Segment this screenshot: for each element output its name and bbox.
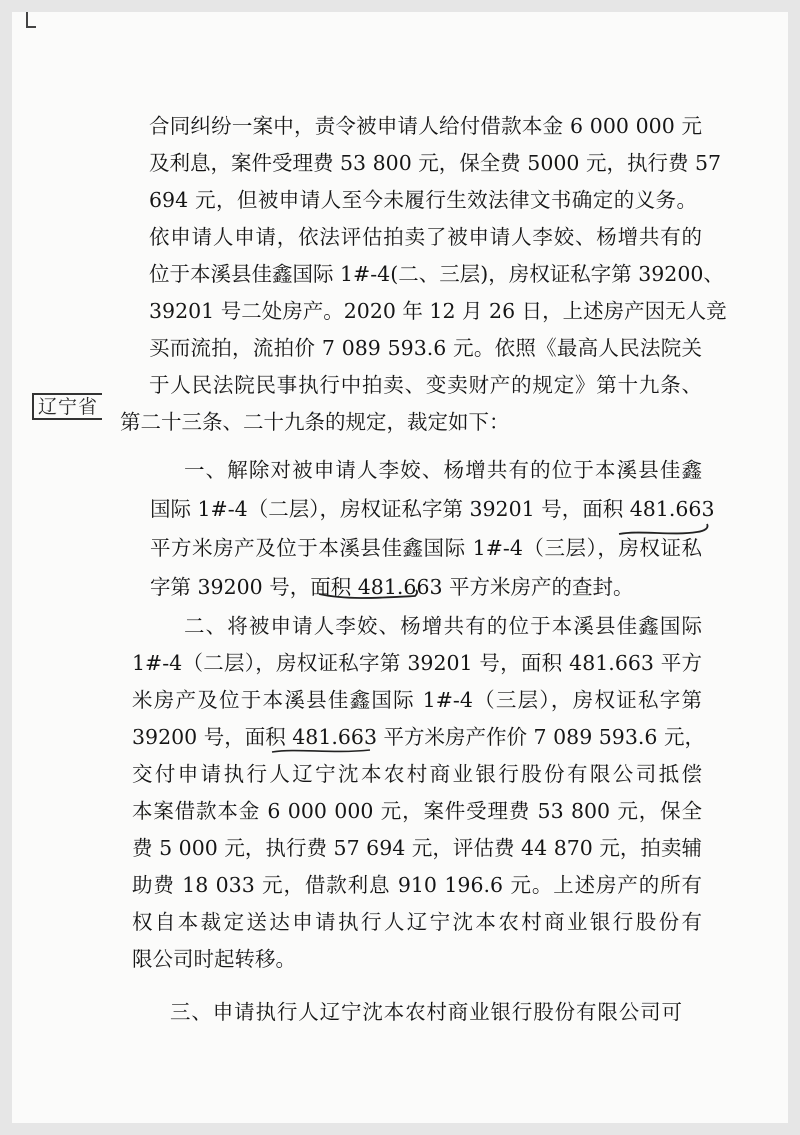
text-line: 合同纠纷一案中，责令被申请人给付借款本金 6 000 000 元 xyxy=(149,114,702,138)
text-line: 1#-4（二层），房权证私字第 39201 号，面积 481.663 平方 xyxy=(132,651,702,675)
text-line: 权自本裁定送达申请执行人辽宁沈本农村商业银行股份有 xyxy=(132,910,702,934)
text-line: 694 元，但被申请人至今未履行生效法律文书确定的义务。 xyxy=(149,188,697,212)
text-line: 及利息，案件受理费 53 800 元，保全费 5000 元，执行费 57 xyxy=(149,151,722,175)
text-line: 字第 39200 号，面积 481.663 平方米房产的查封。 xyxy=(150,575,634,599)
text-line: 依申请人申请，依法评估拍卖了被申请人李姣、杨增共有的 xyxy=(149,225,702,249)
text-line: 三、申请执行人辽宁沈本农村商业银行股份有限公司可 xyxy=(170,1000,682,1024)
stamp-fragment xyxy=(32,393,102,420)
text-line: 本案借款本金 6 000 000 元，案件受理费 53 800 元，保全 xyxy=(132,799,702,823)
text-line: 国际 1#-4（二层），房权证私字第 39201 号，面积 481.663 xyxy=(150,497,715,521)
text-line: 一、解除对被申请人李姣、杨增共有的位于本溪县佳鑫 xyxy=(184,458,702,482)
text-line: 助费 18 033 元，借款利息 910 196.6 元。上述房产的所有 xyxy=(132,873,702,897)
text-line: 交付申请执行人辽宁沈本农村商业银行股份有限公司抵偿 xyxy=(132,762,702,786)
text-line: 二、将被申请人李姣、杨增共有的位于本溪县佳鑫国际 xyxy=(184,614,702,638)
text-line: 费 5 000 元，执行费 57 694 元，评估费 44 870 元，拍卖辅 xyxy=(132,836,702,860)
text-line: 买而流拍，流拍价 7 089 593.6 元。依照《最高人民法院关 xyxy=(149,336,702,360)
text-line: 米房产及位于本溪县佳鑫国际 1#-4（三层），房权证私字第 xyxy=(132,688,702,712)
text-line: 平方米房产及位于本溪县佳鑫国际 1#-4（三层），房权证私 xyxy=(150,536,702,560)
scan-corner-mark xyxy=(26,12,36,28)
text-line: 第二十三条、二十九条的规定，裁定如下： xyxy=(120,410,510,434)
text-line: 39201 号二处房产。2020 年 12 月 26 日，上述房产因无人竞 xyxy=(149,299,727,323)
text-line: 于人民法院民事执行中拍卖、变卖财产的规定》第十九条、 xyxy=(149,373,702,397)
text-line: 限公司时起转移。 xyxy=(132,947,296,971)
stamp-text: 辽宁省 xyxy=(38,396,99,418)
text-line: 39200 号，面积 481.663 平方米房产作价 7 089 593.6 元， xyxy=(132,725,705,749)
text-line: 位于本溪县佳鑫国际 1#-4(二、三层)，房权证私字第 39200、 xyxy=(149,262,724,286)
